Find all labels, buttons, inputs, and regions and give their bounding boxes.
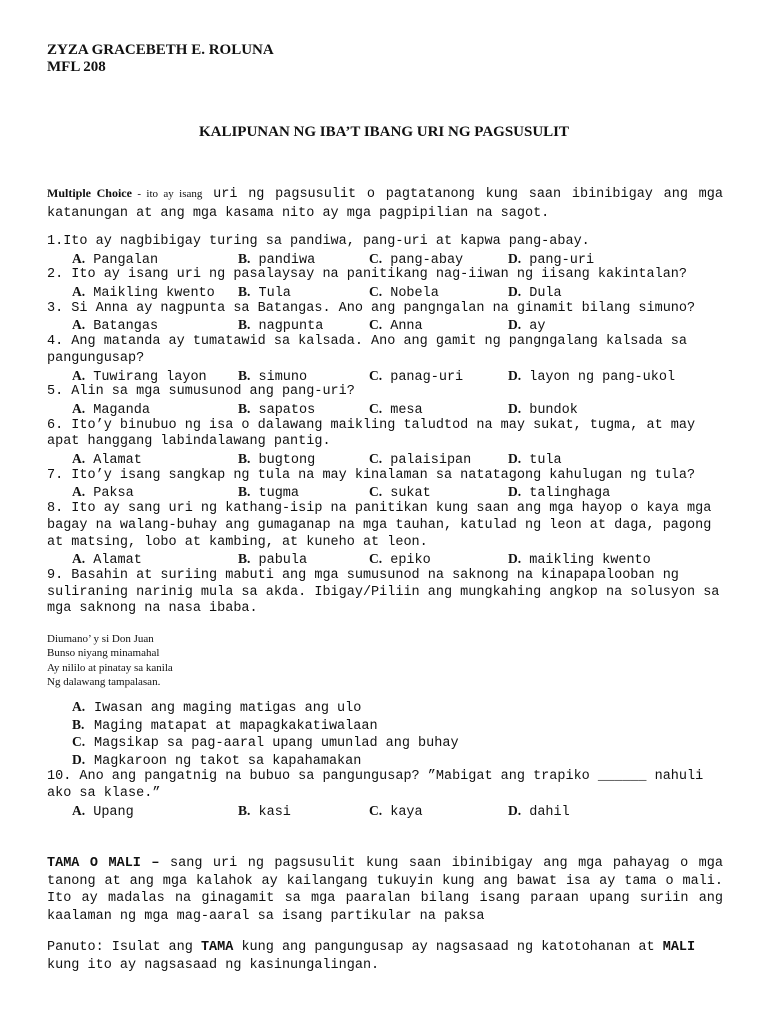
choice-d: D. pang-uri [508,250,595,268]
poem-line: Bunso niyang minamahal [47,647,160,660]
choice-d: D. dahil [508,802,570,820]
poem-line: Diumano’ y si Don Juan [47,633,154,646]
question-3 [47,301,727,334]
author-name: ZYZA GRACEBETH E. ROLUNA [47,42,274,58]
choice-a: A. Alamat [72,551,142,569]
instructions: Panuto: Isulat ang TAMA kung ang pangungusap ay nagsasaad ng katotohanan at MALI kung ito ay nagsasaad ng kasinungalingan. [47,940,696,973]
course-code: MFL 208 [47,59,106,75]
choice-c: C. sukat [369,484,431,502]
question-7 [47,468,727,501]
poem-line: Ay nililo at pinatay sa kanila [47,661,173,674]
question-text: 9. Basahin at suriing mabuti ang mga sumusunod na saknong na kinapapalooban ng suliraning narinig mula sa akda. Ibigay/Piliin ang mungkahing angkop na solusyon sa mga saknong na nasa ibaba. [47,567,728,617]
page-title: KALIPUNAN NG IBA’T IBANG URI NG PAGSUSULIT [198,124,570,140]
question-5 [47,384,727,417]
question-6 [47,418,727,468]
question-2 [47,267,727,300]
choice-b: B. nagpunta [238,317,324,335]
choice-d: D. ay [508,317,546,335]
true-false-description: sang uri ng pagsusulit kung saan ibinibigay ang mga pahayag o mga tanong at ang mga kalahok ay kailangang tukuyin kung ang bawat isa ay tama o mali. Ito ay madalas na ginagamit sa mga paaralan bilang isang paraan upang suriin ang kaalaman ng mga mag-aaral sa isang partikular na paksa [47,856,723,924]
question-text: 10. Ano ang pangatnig na bubuo sa pangungusap? ”Mabigat ang trapiko ______ nahuli ako sa klase.” [47,769,712,801]
tama-keyword: TAMA [200,940,234,955]
choice-list [47,699,727,769]
question-8 [47,501,727,568]
choice-c: C. epiko [369,551,431,569]
choice-a: A. Tuwirang layon [72,367,207,385]
choice-a: A. Iwasan ang maging matigas ang ulo [72,699,362,717]
choice-c: C. panag-uri [369,367,464,385]
question-text: 7. Ito’y isang sangkap ng tula na may kinalaman sa natatagong kahulugan ng tula? [47,467,696,483]
poem-line: Ng dalawang tampalasan. [47,675,161,688]
choice-row [47,803,727,820]
intro-text: uri ng pagsusulit o pagtatanong kung saan ibinibigay ang mga katanungan at ang mga kasama nito ay mga pagpipilian na sagot. [47,187,723,221]
choice-a: A. Pangalan [72,250,159,268]
multiple-choice-label: Multiple Choice [47,186,132,200]
choice-d: D. Magkaroon ng takot sa kapahamakan [72,751,362,769]
choice-b: B. pandiwa [238,250,316,268]
choice-row [47,317,727,334]
choice-b: B. tugma [238,484,300,502]
choice-row [47,551,727,568]
choice-c: C. Magsikap sa pag-aaral upang umunlad ang buhay [72,734,459,752]
poem-excerpt [47,632,727,689]
choice-row [47,368,727,385]
choice-d: D. bundok [508,400,578,418]
choice-row [47,451,727,468]
question-text: 3. Si Anna ay nagpunta sa Batangas. Ano ang pangngalan na ginamit bilang simuno? [47,300,696,316]
choice-c: C. palaisipan [369,451,472,469]
question-1 [47,234,727,267]
true-false-section [47,855,723,925]
question-10 [47,769,727,819]
choice-row [47,401,727,418]
question-text: 4. Ang matanda ay tumatawid sa kalsada. Ano ang gamit ng pangngalang kalsada sa pangungusap? [47,334,696,366]
choice-d: D. maikling kwento [508,551,651,569]
question-text: 2. Ito ay isang uri ng pasalaysay na panitikang nag-iiwan ng iisang kakintalan? [47,267,688,283]
multiple-choice-intro [47,184,723,223]
choice-a: A. Alamat [72,451,142,469]
choice-b: B. Tula [238,284,291,302]
question-list [47,234,727,819]
choice-b: B. sapatos [238,400,316,418]
choice-d: D. tula [508,451,562,469]
intro-small-text: - ito ay isang [131,188,203,200]
question-text: 5. Alin sa mga sumusunod ang pang-uri? [47,384,355,400]
choice-row [47,484,727,501]
question-text: 1.Ito ay nagbibigay turing sa pandiwa, pang-uri at kapwa pang-abay. [47,234,590,249]
choice-row [47,284,727,301]
choice-a: A. Upang [72,802,134,820]
choice-a: A. Maganda [72,400,150,418]
choice-b: B. Maging matapat at mapagkakatiwalaan [72,716,378,734]
choice-c: C. kaya [369,802,423,820]
choice-d: D. layon ng pang-ukol [508,367,676,385]
true-false-label: TAMA O MALI – [47,856,160,871]
choice-d: D. talinghaga [508,484,611,502]
choice-c: C. pang-abay [369,250,464,268]
choice-b: B. pabula [238,551,308,569]
choice-c: C. mesa [369,400,423,418]
question-9 [47,568,727,769]
question-text: 6. Ito’y binubuo ng isa o dalawang maikling taludtod na may sukat, tugma, at may apat hanggang labindalawang pantig. [47,417,704,450]
choice-c: C. Nobela [369,284,439,302]
choice-a: A. Batangas [72,317,159,335]
choice-b: B. kasi [238,802,291,820]
choice-b: B. simuno [238,367,308,385]
choice-b: B. bugtong [238,451,316,469]
choice-a: A. Paksa [72,484,134,502]
question-text: 8. Ito ay sang uri ng kathang-isip na panitikan kung saan ang mga hayop o kaya mga bagay na walang-buhay ang gumaganap na mga tauhan, katulad ng leon at daga, pagong at matsing, lobo at kambing, at kuneho at leon. [47,501,720,550]
choice-c: C. Anna [369,317,423,335]
choice-a: A. Maikling kwento [72,284,215,302]
document-header [47,42,274,76]
mali-keyword: MALI [662,940,696,955]
question-4 [47,334,727,384]
choice-d: D. Dula [508,284,562,302]
choice-row [47,251,727,268]
